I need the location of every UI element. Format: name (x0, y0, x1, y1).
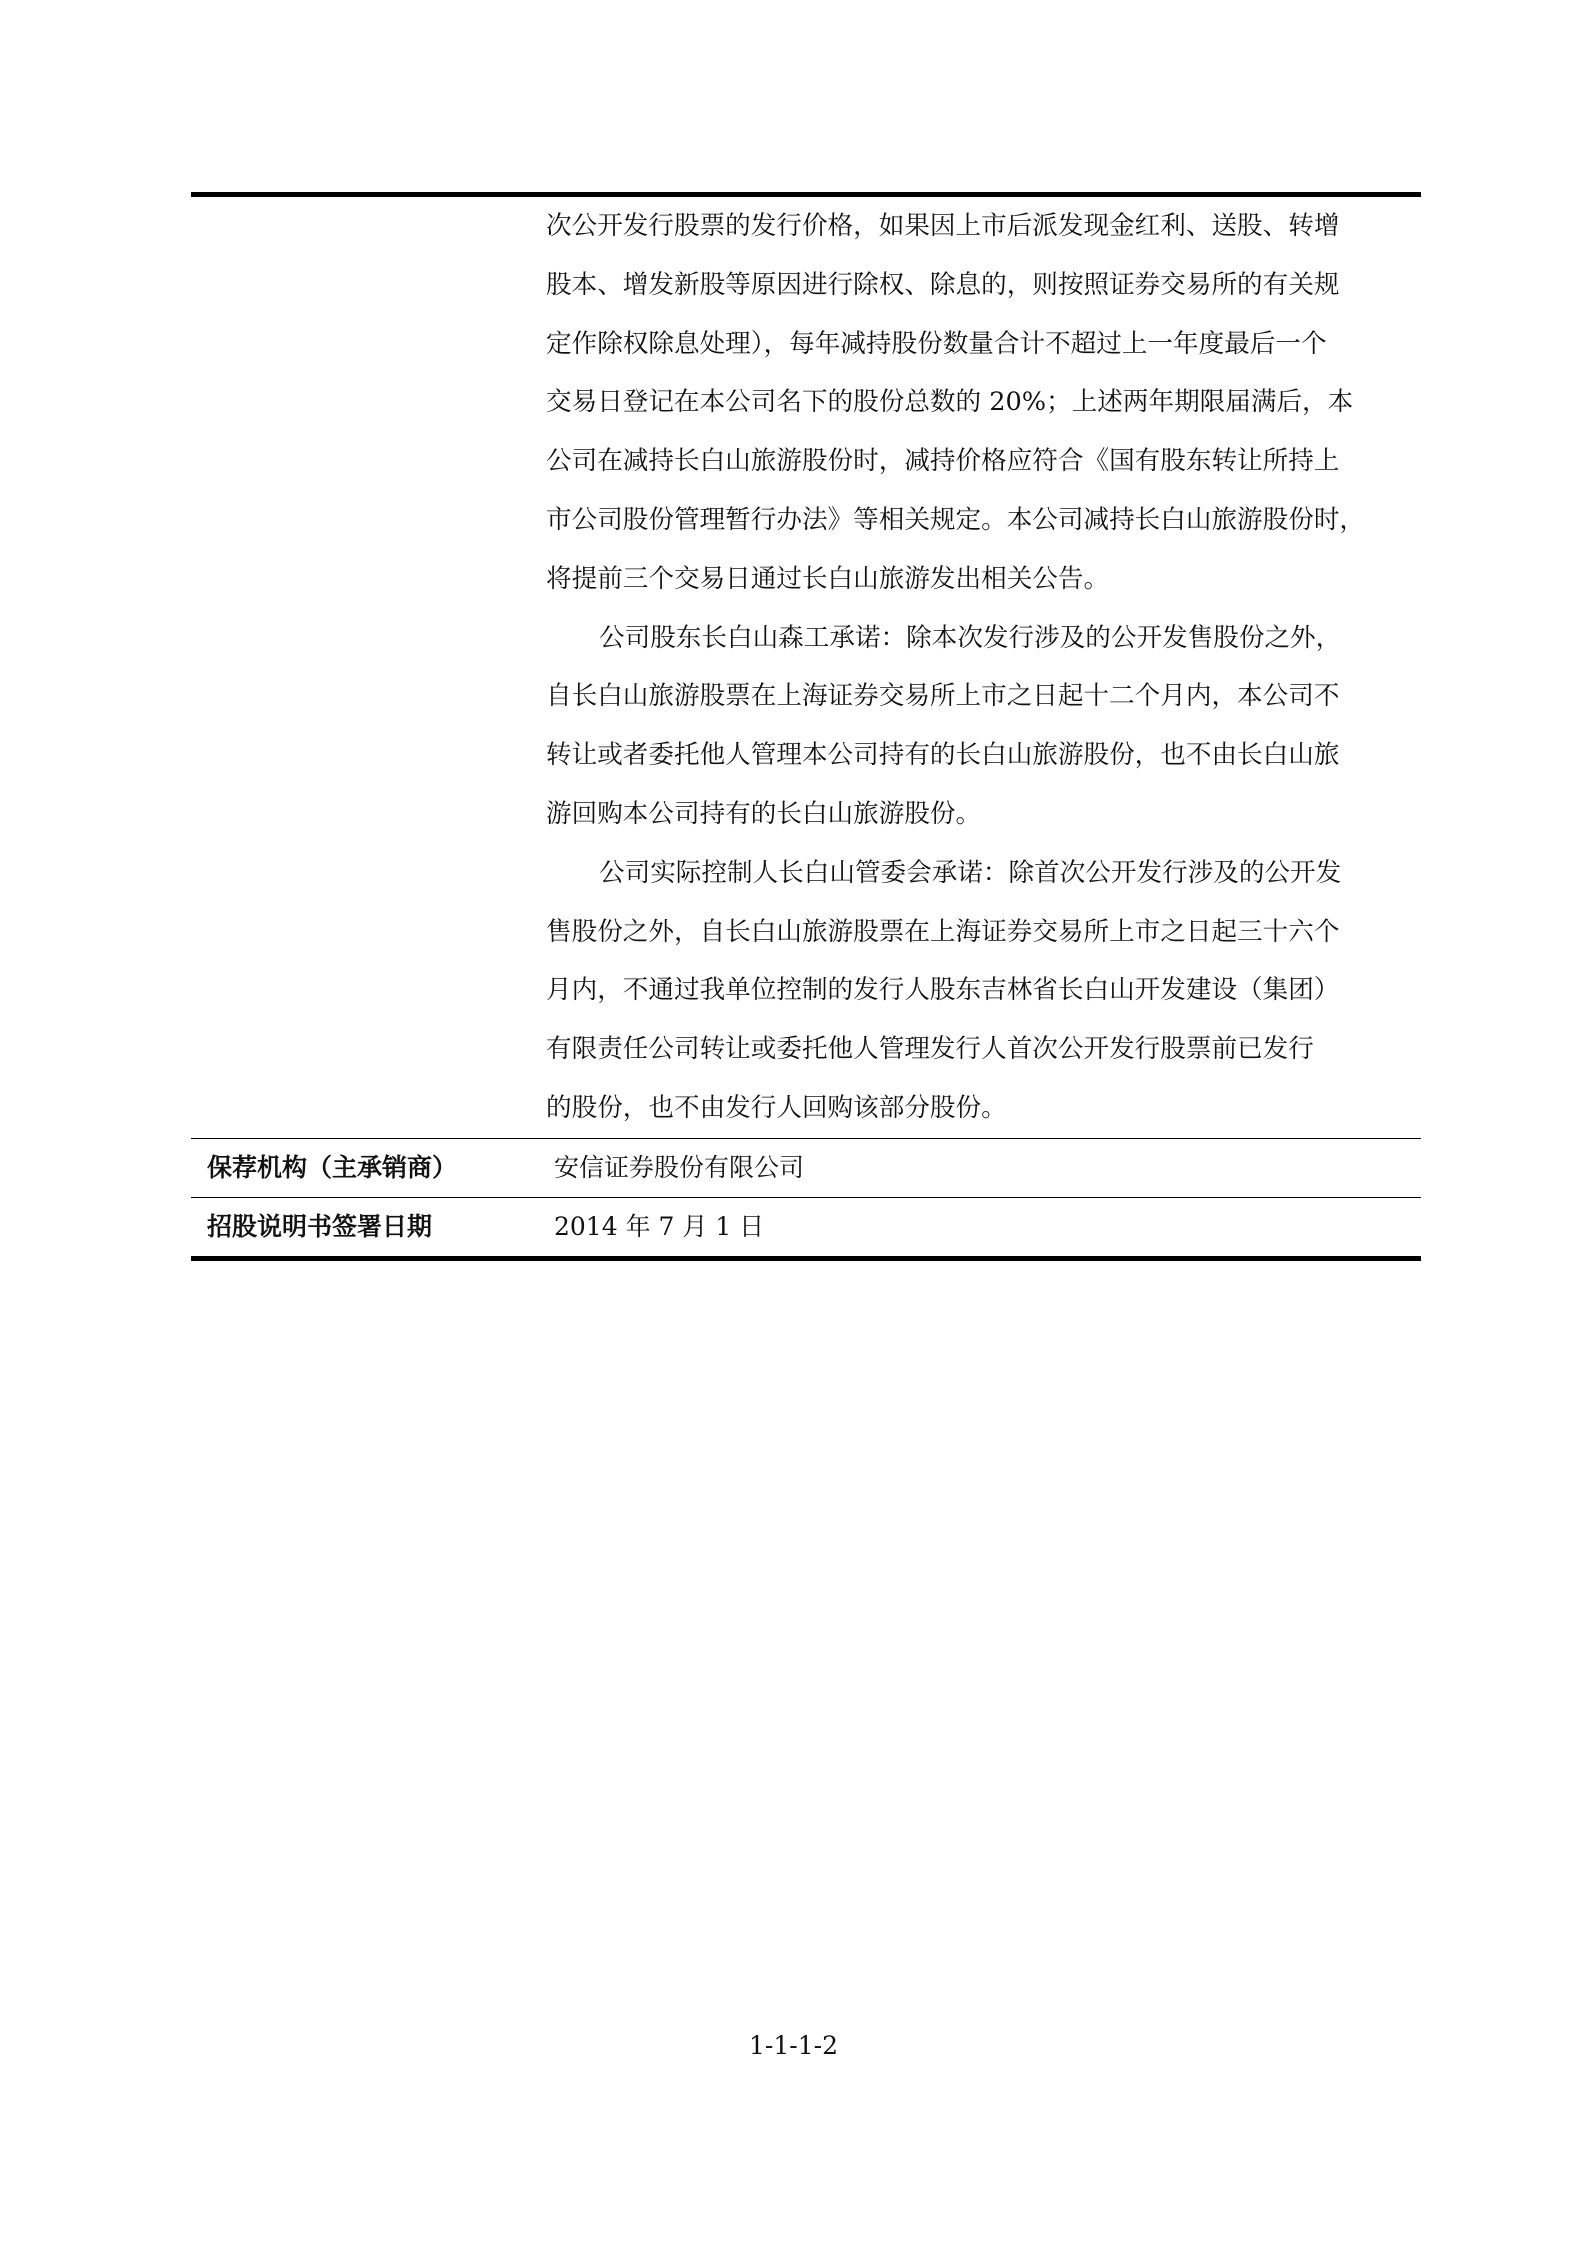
commitment-line: 游回购本公司持有的长白山旅游股份。 (546, 798, 982, 829)
commitment-line: 的股份，也不由发行人回购该部分股份。 (546, 1092, 1007, 1123)
commitment-line: 市公司股份管理暂行办法》等相关规定。本公司减持长白山旅游股份时， (546, 504, 1366, 535)
commitment-line: 售股份之外，自长白山旅游股票在上海证券交易所上市之日起三十六个 (546, 916, 1340, 947)
commitment-line: 将提前三个交易日通过长白山旅游发出相关公告。 (546, 563, 1110, 594)
commitment-line: 转让或者委托他人管理本公司持有的长白山旅游股份，也不由长白山旅 (546, 740, 1340, 771)
sign-date-value: 2014 年 7 月 1 日 (554, 1211, 765, 1241)
commitment-line: 交易日登记在本公司名下的股份总数的 20%；上述两年期限届满后，本 (546, 387, 1354, 418)
commitment-line: 公司在减持长白山旅游股份时，减持价格应符合《国有股东转让所持上 (546, 446, 1340, 477)
sponsor-label: 保荐机构（主承销商） (207, 1152, 458, 1182)
sponsor-value: 安信证券股份有限公司 (554, 1152, 805, 1182)
commitment-line: 月内，不通过我单位控制的发行人股东吉林省长白山开发建设（集团） (546, 975, 1340, 1006)
sponsor-row (191, 1138, 1421, 1197)
commitment-line: 定作除权除息处理），每年减持股份数量合计不超过上一年度最后一个 (546, 328, 1327, 359)
commitment-line: 公司股东长白山森工承诺：除本次发行涉及的公开发售股份之外， (599, 622, 1342, 653)
commitment-line: 有限责任公司转让或委托他人管理发行人首次公开发行股票前已发行 (546, 1034, 1314, 1065)
commitments-row (191, 197, 1421, 1138)
info-table (191, 192, 1421, 1261)
page-number: 1-1-1-2 (749, 2031, 838, 2060)
sign-date-row (191, 1197, 1421, 1256)
commitments-text (546, 197, 1421, 1138)
commitment-line: 自长白山旅游股票在上海证券交易所上市之日起十二个月内，本公司不 (546, 681, 1340, 712)
commitments-label-cell (191, 197, 546, 1138)
commitment-line: 股本、增发新股等原因进行除权、除息的，则按照证券交易所的有关规 (546, 269, 1340, 300)
commitment-line: 次公开发行股票的发行价格，如果因上市后派发现金红利、送股、转增 (546, 211, 1340, 241)
commitment-line: 公司实际控制人长白山管委会承诺：除首次公开发行涉及的公开发 (599, 857, 1342, 888)
sign-date-label: 招股说明书签署日期 (207, 1211, 433, 1241)
